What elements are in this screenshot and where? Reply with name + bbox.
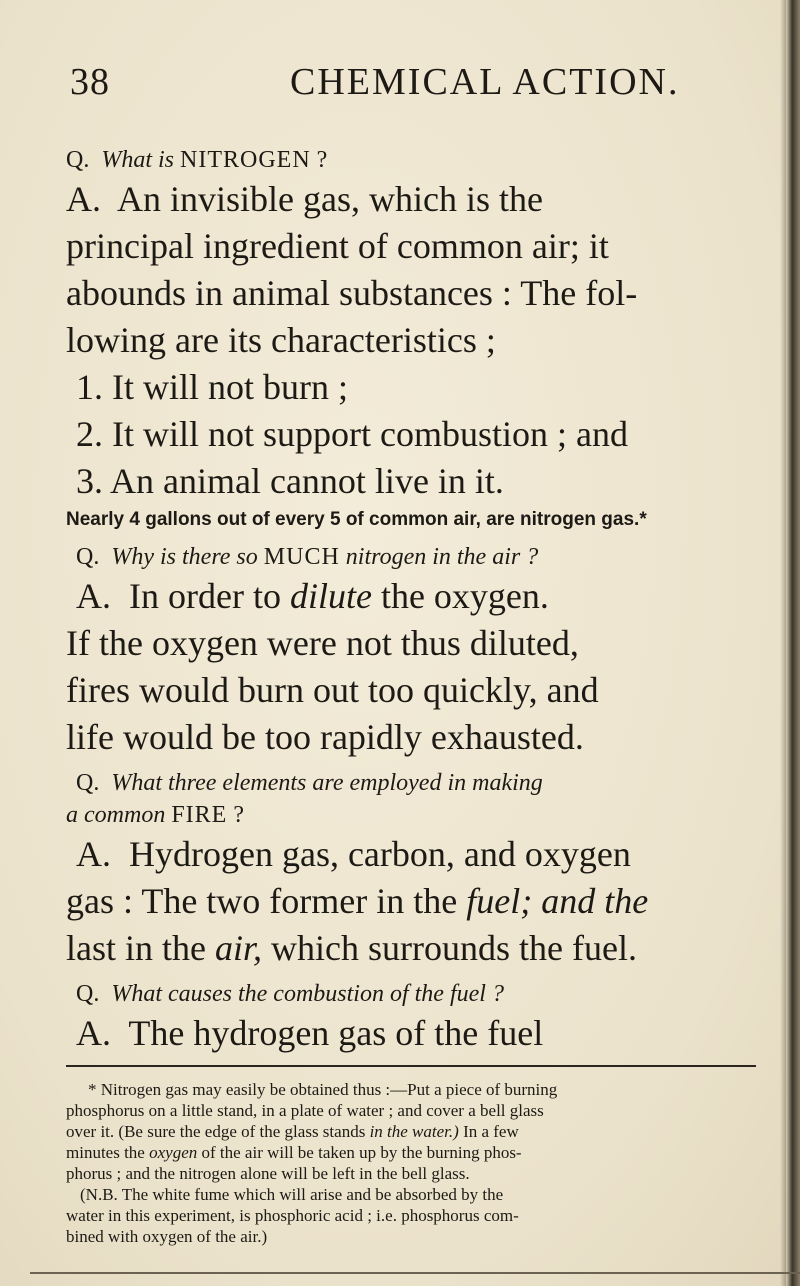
footnote-line: * Nitrogen gas may easily be obtained thus :—Put a piece of burning [88, 1080, 558, 1099]
characteristic-item: 1. It will not burn ; [76, 367, 348, 407]
question-label: Q. [76, 544, 100, 570]
answer-label: A. [66, 179, 101, 219]
chapter-title: CHEMICAL ACTION. [290, 61, 680, 103]
answer-emphasis: dilute [289, 576, 372, 616]
answer-nitrogen [66, 176, 760, 223]
question-keyword: NITROGEN [180, 147, 311, 173]
page-number: 38 [70, 61, 110, 103]
answer-text: An invisible gas, which is the [117, 179, 543, 219]
question-text: What three elements are employed in making [111, 770, 543, 796]
question-fire-elements-line2 [66, 799, 760, 831]
question-keyword: MUCH [263, 544, 340, 570]
question-keyword: FIRE [171, 802, 228, 828]
answer-text: gas : The two former in the [66, 881, 458, 921]
answer-text: In order to [129, 576, 281, 616]
answer-fire-elements [66, 831, 760, 878]
question-text: What is [101, 147, 175, 173]
footnote-line: phorus ; and the nitrogen alone will be left in the bell glass. [66, 1164, 470, 1183]
nitrogen-note: Nearly 4 gallons out of every 5 of common air, are nitrogen gas.* [66, 509, 647, 530]
footnote-line: water in this experiment, is phosphoric acid ; i.e. phosphorus com- [66, 1206, 519, 1225]
answer-line [66, 925, 760, 972]
footnote-line: (N.B. The white fume which will arise and be absorbed by the [80, 1185, 504, 1204]
answer-label: A. [76, 1013, 111, 1053]
question-text: Why is there so [111, 544, 258, 570]
question-text: a common [66, 802, 166, 828]
answer-label: A. [76, 834, 111, 874]
answer-line [66, 878, 760, 925]
question-combustion [66, 978, 760, 1010]
characteristic-item: 3. An animal cannot live in it. [76, 461, 504, 501]
footnote-text: In a few [463, 1122, 519, 1141]
question-much-nitrogen [66, 541, 760, 573]
question-label: Q. [66, 147, 90, 173]
question-label: Q. [76, 770, 100, 796]
answer-combustion [66, 1010, 760, 1057]
footnote-text: minutes the [66, 1143, 145, 1162]
answer-text: which surrounds the fuel. [271, 928, 637, 968]
answer-text: Hydrogen gas, carbon, and oxygen [129, 834, 631, 874]
question-label: Q. [76, 981, 100, 1007]
answer-dilute [66, 573, 760, 620]
page-body [66, 144, 760, 1247]
footnote [66, 1079, 756, 1247]
question-nitrogen [66, 144, 760, 176]
question-fire-elements [66, 767, 760, 799]
question-mark: ? [233, 802, 244, 828]
page-bottom-rule [30, 1272, 800, 1274]
answer-emphasis: fuel [466, 881, 521, 921]
footnote-line: bined with oxygen of the air.) [66, 1227, 268, 1246]
answer-text: ; and the [520, 881, 649, 921]
answer-emphasis: air, [214, 928, 263, 968]
answer-label: A. [76, 576, 111, 616]
answer-line: fires would burn out too quickly, and [66, 670, 599, 710]
footnote-line: phosphorus on a little stand, in a plate of water ; and cover a bell glass [66, 1101, 544, 1120]
answer-text: last in the [66, 928, 206, 968]
footnote-line [66, 1142, 756, 1163]
footnote-divider [66, 1065, 756, 1067]
answer-line: life would be too rapidly exhausted. [66, 717, 584, 757]
question-text: What causes the combustion of the fuel ? [111, 981, 504, 1007]
footnote-emphasis: in the water.) [369, 1122, 459, 1141]
answer-line: lowing are its characteristics ; [66, 320, 496, 360]
answer-line: principal ingredient of common air; it [66, 226, 609, 266]
answer-text: the oxygen. [380, 576, 549, 616]
footnote-text: over it. (Be sure the edge of the glass stands [66, 1122, 366, 1141]
footnote-line [66, 1121, 756, 1142]
answer-line: abounds in animal substances : The fol- [66, 273, 638, 313]
footnote-emphasis: oxygen [149, 1143, 198, 1162]
question-mark: ? [316, 147, 328, 173]
characteristic-item: 2. It will not support combustion ; and [76, 414, 628, 454]
question-text: nitrogen in the air ? [345, 544, 539, 570]
page-edge [786, 0, 800, 1286]
answer-text: The hydrogen gas of the fuel [128, 1013, 544, 1053]
footnote-text: of the air will be taken up by the burning phos- [201, 1143, 522, 1162]
answer-line: If the oxygen were not thus diluted, [66, 623, 579, 663]
